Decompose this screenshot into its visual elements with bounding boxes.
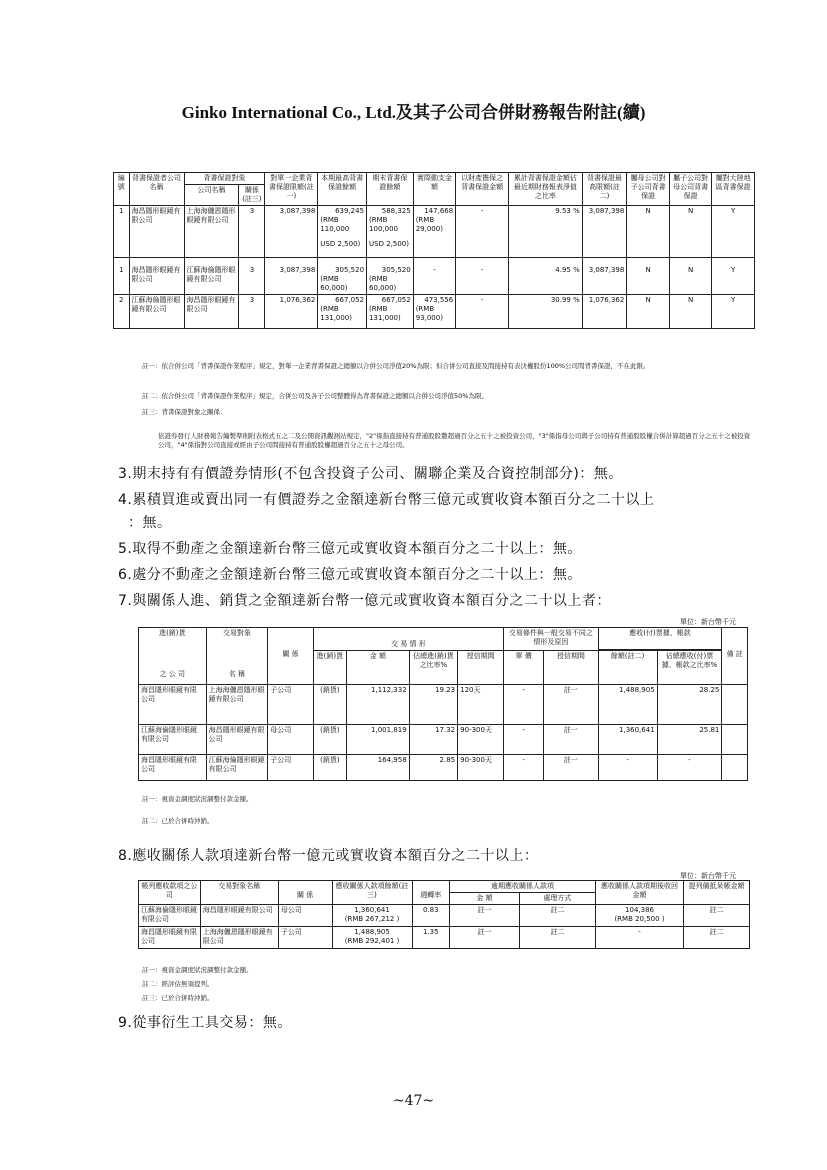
table-row-cell: 1,076,362 (582, 295, 627, 329)
th-amount: 金 額 (347, 651, 410, 685)
th-relation: 關 係 (268, 628, 313, 685)
table-row-cell (722, 755, 748, 781)
table-row-cell: 海昌隱形眼鏡有限公司 (139, 927, 201, 949)
th-actual: 實際動支金額 (413, 173, 456, 206)
th-direction: 進(銷)貨 (313, 651, 346, 685)
table-row-cell (722, 725, 748, 755)
table-row-cell: - (598, 755, 657, 781)
table-row-cell: 3,087,398 (582, 258, 627, 295)
table-row-cell: 江蘇海倫隱形眼鏡有限公司 (129, 295, 184, 329)
table-row-cell: 上海海儷恩隱形眼鏡有限公司 (200, 927, 278, 949)
table-row-cell: - (657, 755, 722, 781)
table-row-cell: 母公司 (268, 725, 313, 755)
table-row-cell: N (627, 295, 670, 329)
table-row-cell: - (504, 685, 544, 725)
th-no: 編號 (114, 173, 130, 206)
table-row-cell: N (669, 206, 712, 258)
t1-note3b: 依證券發行人財務報告編製準則附表格式五之二及公開資訊觀測站規定，"2"係指直接持有普通股股數超過百分之五十之被投資公司，"3"係指母公司與子公司持有普通股股權合併計算超過百分之五十之被投資公司，"4"係指對公司直接或經由子公司間接持有普通股股權超過百分之五十之母公司。 (158, 432, 751, 449)
table-row-cell: 註一 (450, 905, 520, 927)
table-row-cell: 4.95 % (509, 258, 583, 295)
th-max: 本期最高背書保證餘額 (318, 173, 367, 206)
th-ar-company: 帳列應收款項之公司 (139, 881, 201, 905)
table-row-cell: 17.32 (409, 725, 457, 755)
th-ar-relation: 關 係 (278, 881, 332, 905)
th-maxlimit: 背書保證最高限額(註二) (582, 173, 627, 206)
t2-unit: 單位：新台幣千元 (680, 618, 736, 626)
table-row-cell: 海昌隱形眼鏡有限公司 (129, 258, 184, 295)
cell-sub: (RMB 60,000) (320, 275, 348, 292)
section-7: 7.與關係人進、銷貨之金額達新台幣一億元或實收資本額百分之二十以上者： (118, 593, 611, 609)
table-row-cell: 江蘇海倫隱形眼鏡有限公司 (206, 755, 268, 781)
th-company (139, 628, 207, 685)
cell-value: 1,488,905 (354, 928, 390, 936)
cell-value: 473,556 (424, 296, 454, 304)
cell-sub: (RMB 131,000) (320, 305, 352, 322)
th-counterparty (206, 628, 268, 685)
table-row-cell (367, 258, 414, 295)
table-row-cell: 1,112,332 (347, 685, 410, 725)
table-row-cell: 90-300天 (458, 725, 504, 755)
t1-note1: 註一：依合併公司「背書保證作業程序」規定，對單一企業背書保證之總額以合併公司淨值20%為限；但合併公司直接及間接持有表決權股份100%公司間背書保證，不在此限。 (142, 362, 650, 370)
th-transaction: 交 易 情 形 (313, 628, 503, 651)
table-row-cell: 3 (239, 258, 265, 295)
table-row-cell: 註一 (450, 927, 520, 949)
table-row-cell: (銷貨) (313, 755, 346, 781)
th-s2p: 屬子公司對母公司背書保證 (669, 173, 712, 206)
table-row-cell: 江蘇海倫隱形眼鏡有限公司 (184, 258, 239, 295)
table-row-cell: 子公司 (278, 927, 332, 949)
cell-sub: USD 2,500) (369, 240, 409, 248)
th-ratio: 累計背書保證金額佔最近期財務報表淨值之比率 (509, 173, 583, 206)
table-row-cell: 2.85 (409, 755, 457, 781)
th-target: 背書保證對象 (184, 173, 265, 185)
section-9: 9.從事衍生工具交易：無。 (118, 1015, 292, 1031)
table-row-cell: 註一 (544, 685, 598, 725)
table-row-cell: 90-300天 (458, 755, 504, 781)
table-row-cell: - (504, 755, 544, 781)
table-row-cell: 子公司 (268, 755, 313, 781)
table-row-cell: N (627, 258, 670, 295)
table-row-cell: 0.83 (412, 905, 449, 927)
table-row-cell: 註一 (544, 725, 598, 755)
table-row-cell: 28.25 (657, 685, 722, 725)
table-row-cell: 1 (114, 258, 130, 295)
cell-sub: (RMB 93,000) (415, 305, 443, 322)
table-row-cell: 1.35 (412, 927, 449, 949)
table-row-cell: - (504, 725, 544, 755)
th-overdue-amount: 金 額 (450, 893, 520, 905)
cell-sub: (RMB 29,000) (415, 216, 443, 233)
table-row-cell: 註二 (684, 927, 750, 949)
table-row-cell: 3,087,398 (265, 258, 318, 295)
th-allowance: 提列備抵呆帳金額 (684, 881, 750, 905)
cell-value: 639,245 (335, 207, 365, 215)
t1-note2: 註二：依合併公司「背書保證作業程序」規定，合併公司及各子公司整體得為背書保證之總額以合併公司淨值50%為限。 (142, 392, 488, 400)
th-remark: 備 註 (722, 628, 748, 685)
section-8: 8.應收關係人款項達新台幣一億元或實收資本額百分之二十以上： (118, 848, 539, 864)
table-row-cell: Y (712, 295, 755, 329)
table-row-cell: 海昌隱形眼鏡有限公司 (139, 685, 207, 725)
table-row-cell: 1,488,905 (598, 685, 657, 725)
th-rel: 關係(註三) (239, 185, 265, 206)
cell-value: 1,360,641 (354, 906, 390, 914)
table-row-cell: 海昌隱形眼鏡有限公司 (129, 206, 184, 258)
th-overdue: 逾期應收關係人款項 (450, 881, 596, 893)
table-row-cell (367, 206, 414, 258)
table-row-cell (413, 206, 456, 258)
table-row-cell: N (669, 258, 712, 295)
cell-value: 667,052 (381, 296, 411, 304)
table-row-cell: 164,958 (347, 755, 410, 781)
th-company-top: 進(銷)貨 (159, 629, 186, 637)
table-row-cell: 30.99 % (509, 295, 583, 329)
cell-value: 305,520 (335, 266, 365, 274)
table-row-cell (318, 295, 367, 329)
table-row-cell: N (627, 206, 670, 258)
th-ar-counterparty: 交易對象名稱 (200, 881, 278, 905)
table-row-cell (318, 206, 367, 258)
th-term: 授信期間 (458, 651, 504, 685)
table-row-cell (367, 295, 414, 329)
table-row-cell: - (456, 295, 509, 329)
cell-sub: (RMB 100,000 (369, 216, 398, 233)
table-row-cell (595, 905, 683, 927)
th-counterparty-top: 交易對象 (222, 629, 251, 637)
table-row-cell: 1 (114, 206, 130, 258)
th-cn: 屬對大陸地區背書保證 (712, 173, 755, 206)
th-limit: 對單一企業背書保證限額(註一) (265, 173, 318, 206)
th-turnover: 週轉率 (412, 881, 449, 905)
table-row-cell: 江蘇海倫隱形眼鏡有限公司 (139, 725, 207, 755)
table-row-cell: 3,087,398 (265, 206, 318, 258)
th-unitprice: 單 價 (504, 651, 544, 685)
t3-unit: 單位：新台幣千元 (680, 872, 736, 880)
cell-sub: (RMB 20,500 ) (614, 915, 665, 923)
related-sales-table (138, 627, 748, 781)
table-row-cell: 1,360,641 (598, 725, 657, 755)
table-row-cell: 海昌隱形眼鏡有限公司 (200, 905, 278, 927)
table-row-cell: 海昌隱形眼鏡有限公司 (206, 725, 268, 755)
t3-note1: 註一：視資金調度狀況調整付款金額。 (142, 966, 253, 974)
table-row-cell (413, 295, 456, 329)
th-counterparty-bottom: 名 稱 (228, 670, 246, 678)
th-guarantor: 背書保證者公司名稱 (129, 173, 184, 206)
t2-note2: 註二：已於合併時沖銷。 (142, 817, 214, 825)
table-row-cell: 19.23 (409, 685, 457, 725)
table-row-cell: (銷貨) (313, 725, 346, 755)
table-row-cell: 子公司 (268, 685, 313, 725)
t1-note3: 註三：背書保證對象之關係： (142, 408, 227, 416)
table-row-cell: 3 (239, 206, 265, 258)
th-percent: 佔總進(銷)貨之比率% (409, 651, 457, 685)
page-title: Ginko International Co., Ltd.及其子公司合併財務報告附註(續) (181, 103, 646, 122)
table-row-cell (332, 905, 412, 927)
cell-value: 147,668 (424, 207, 454, 215)
th-company-bottom: 之 公 司 (159, 670, 186, 678)
page-number: ~47~ (392, 1093, 435, 1109)
table-row-cell: - (456, 258, 509, 295)
table-row-cell: - (456, 206, 509, 258)
section-4: 4.累積買進或賣出同一有價證券之金額達新台幣三億元或實收資本額百分之二十以上 (118, 492, 655, 508)
table-row-cell (318, 258, 367, 295)
table-row-cell: Y (712, 206, 755, 258)
th-end: 期末背書保證餘額 (367, 173, 414, 206)
th-overdue-way: 處理方式 (519, 893, 595, 905)
th-ar: 應收(付)票據、帳款 (598, 628, 722, 650)
t3-note3: 註三：已於合併時沖銷。 (142, 994, 214, 1002)
table-row-cell: 25.81 (657, 725, 722, 755)
t3-note2: 註二：經評估無須提列。 (142, 980, 214, 988)
th-term2: 授信期間 (544, 651, 598, 685)
cell-sub: (RMB 110,000 (320, 216, 350, 233)
table-row-cell: 1,001,819 (347, 725, 410, 755)
guarantee-table (113, 172, 755, 329)
cell-value: 305,520 (381, 266, 411, 274)
table-row-cell: - (413, 258, 456, 295)
t2-note1: 註一：視資金調度狀況調整付款金額。 (142, 795, 253, 803)
cell-value: 667,052 (335, 296, 365, 304)
th-balance: 餘額(註二) (598, 651, 657, 685)
table-row-cell: 江蘇海倫隱形眼鏡有限公司 (139, 905, 201, 927)
table-row-cell (722, 685, 748, 725)
th-p2s: 屬母公司對子公司背書保證 (627, 173, 670, 206)
section-6: 6.處分不動產之金額達新台幣三億元或實收資本額百分之二十以上：無。 (118, 567, 582, 583)
table-row-cell: 上海海儷恩隱形眼鏡有限公司 (184, 206, 239, 258)
table-row-cell: 120天 (458, 685, 504, 725)
table-row-cell: 9.53 % (509, 206, 583, 258)
table-row-cell: 註一 (544, 755, 598, 781)
th-ar-percent: 佔總應收(付)票據、帳款之比率% (657, 651, 722, 685)
section-4-cont: ：無。 (128, 515, 172, 531)
cell-sub: (RMB 60,000) (369, 275, 397, 292)
th-collateral: 以財產擔保之背書保證金額 (456, 173, 509, 206)
th-ar-balance: 應收關係人款項餘額(註三) (332, 881, 412, 905)
table-row-cell: 海昌隱形眼鏡有限公司 (184, 295, 239, 329)
table-row-cell: Y (712, 258, 755, 295)
table-row-cell (332, 927, 412, 949)
th-diff: 交易條件與一般交易不同之情形及原因 (504, 628, 598, 651)
table-row-cell: 註二 (684, 905, 750, 927)
section-5: 5.取得不動產之金額達新台幣三億元或實收資本額百分之二十以上：無。 (118, 541, 582, 557)
table-row-cell: 海昌隱形眼鏡有限公司 (139, 755, 207, 781)
cell-sub: (RMB 131,000) (369, 305, 401, 322)
table-row-cell: 1,076,362 (265, 295, 318, 329)
table-row-cell: N (669, 295, 712, 329)
cell-sub: (RMB 292,401 ) (344, 937, 400, 945)
table-row-cell: 註二 (519, 905, 595, 927)
cell-sub: USD 2,500) (320, 240, 361, 248)
table-row-cell: (銷貨) (313, 685, 346, 725)
cell-value: - (638, 928, 641, 936)
cell-value: 104,386 (625, 906, 654, 914)
table-row-cell: 3 (239, 295, 265, 329)
th-subsequent: 應收關係人款項期後收回金額 (595, 881, 683, 905)
table-row-cell: 上海海儷恩隱形眼鏡有限公司 (206, 685, 268, 725)
th-target-name: 公司名稱 (184, 185, 239, 206)
table-row-cell: 2 (114, 295, 130, 329)
table-row-cell: 母公司 (278, 905, 332, 927)
section-3: 3.期末持有有價證券情形(不包含投資子公司、關聯企業及合資控制部分)：無。 (118, 466, 623, 482)
cell-value: 588,325 (381, 207, 411, 215)
table-row-cell: 3,087,398 (582, 206, 627, 258)
receivables-table (138, 880, 750, 949)
table-row-cell (595, 927, 683, 949)
cell-sub: (RMB 267,212 ) (344, 915, 400, 923)
table-row-cell: 註二 (519, 927, 595, 949)
